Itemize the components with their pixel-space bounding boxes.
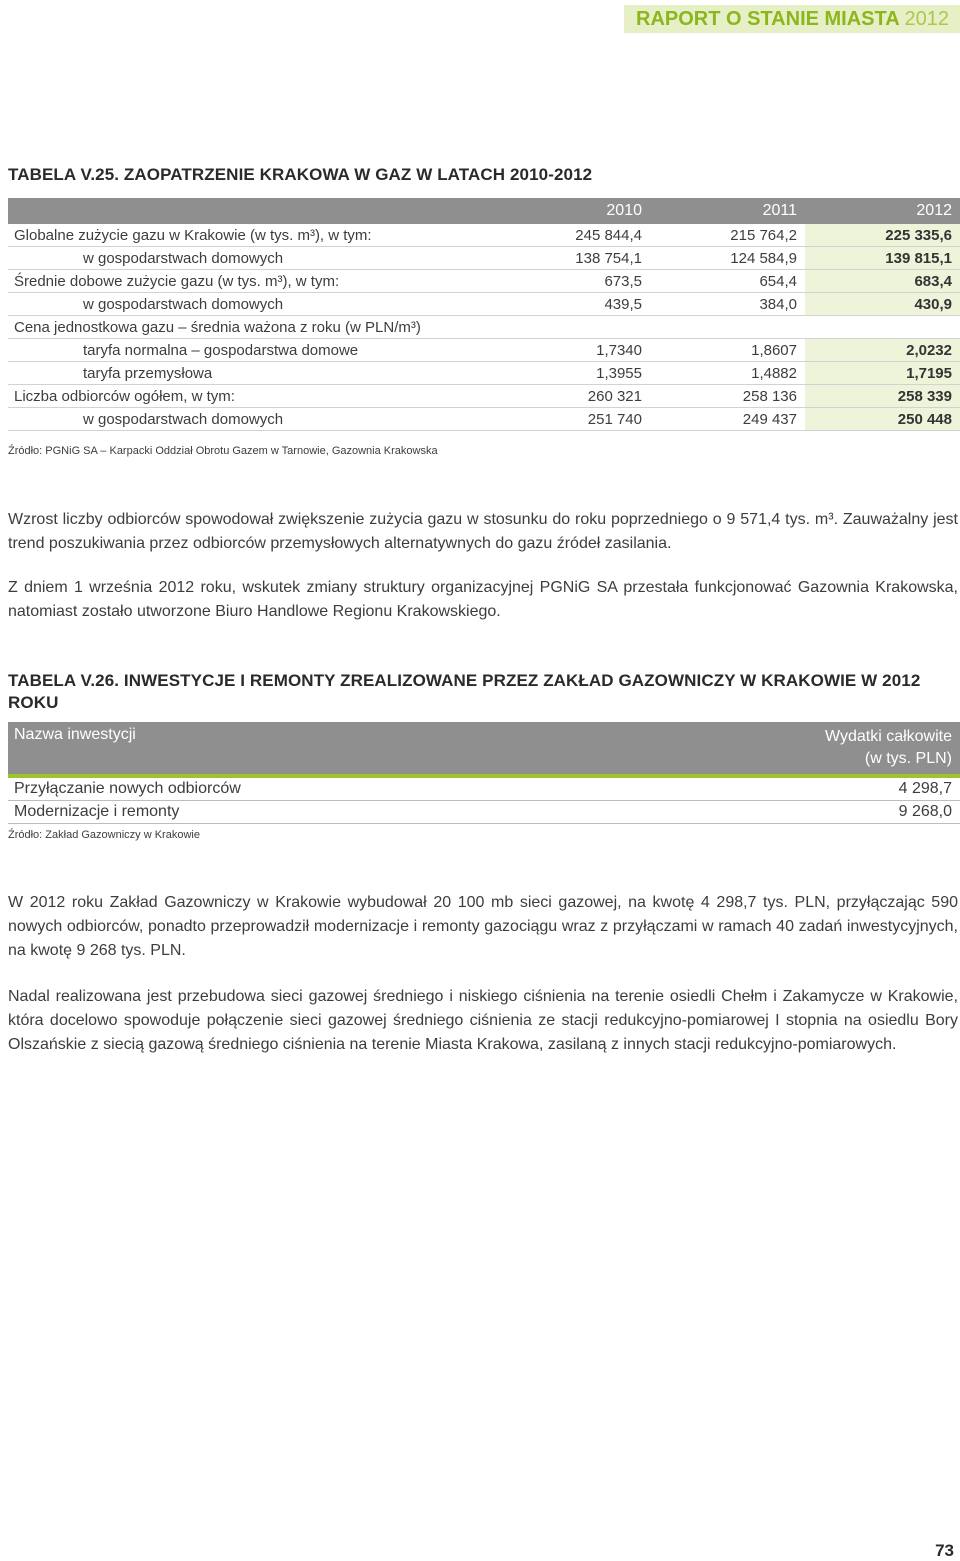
value-2010: 260 321 — [495, 385, 650, 408]
table-row — [8, 385, 960, 408]
gas-supply-table — [8, 198, 960, 431]
header-2010: 2010 — [495, 198, 650, 224]
table-25-source: Źródło: PGNiG SA – Karpacki Oddział Obrotu Gazem w Tarnowie, Gazownia Krakowska — [8, 445, 438, 457]
table-row — [8, 293, 960, 316]
value-2012: 250 448 — [805, 408, 960, 431]
paragraph-investments: W 2012 roku Zakład Gazowniczy w Krakowie wybudował 20 100 mb sieci gazowej, na kwotę 4 298,7 tys. PLN, przyłączając 590 nowych odbiorców, ponadto przeprowadził modernizacje i remonty gazociągu wraz z przyłączami w ramach 40 zadań inwestycyjnych, na kwotę 9 268 tys. PLN. — [8, 894, 958, 959]
row-label: w gospodarstwach domowych — [8, 408, 495, 431]
value-2010: 1,3955 — [495, 362, 650, 385]
page-number: 73 — [935, 1541, 954, 1560]
investment-name: Modernizacje i remonty — [8, 801, 611, 824]
value-2011: 215 764,2 — [650, 224, 805, 247]
paragraph-reorganization: Z dniem 1 września 2012 roku, wskutek zmiany struktury organizacyjnej PGNiG SA przestała funkcjonować Gazownia Krakowska, natomiast zostało utworzone Biuro Handlowe Regionu Krakowskiego. — [8, 579, 958, 620]
header-2011: 2011 — [650, 198, 805, 224]
row-label: Liczba odbiorców ogółem, w tym: — [8, 385, 495, 408]
row-label: Globalne zużycie gazu w Krakowie (w tys. m³), w tym: — [8, 224, 495, 247]
value-2010: 251 740 — [495, 408, 650, 431]
investment-cost: 9 268,0 — [611, 801, 960, 824]
header-total-cost-line2: (w tys. PLN) — [864, 750, 952, 767]
paragraph-reconstruction: Nadal realizowana jest przebudowa sieci gazowej średniego i niskiego ciśnienia na terenie osiedli Chełm i Zakamycze w Krakowie, która docelowo spowoduje połączenie sieci gazowej średniego ciśnienia ze stacji redukcyjno-pomiarowej I stopnia na osiedlu Bory Olszańskie z siecią gazową średniego ciśnienia na terenie Miasta Krakowa, zasilaną z innych stacji redukcyjno-pomiarowych. — [8, 988, 958, 1053]
investment-name: Przyłączanie nowych odbiorców — [8, 776, 611, 801]
value-2012: 139 815,1 — [805, 247, 960, 270]
row-label: w gospodarstwach domowych — [8, 293, 495, 316]
table-row — [8, 224, 960, 247]
table-26-source: Źródło: Zakład Gazowniczy w Krakowie — [8, 829, 200, 841]
table-header-row — [8, 722, 960, 776]
row-label: taryfa przemysłowa — [8, 362, 495, 385]
table-row — [8, 247, 960, 270]
header-total-cost-line1: Wydatki całkowite — [824, 728, 952, 745]
value-2012: 258 339 — [805, 385, 960, 408]
value-2011: 1,4882 — [650, 362, 805, 385]
value-2010: 439,5 — [495, 293, 650, 316]
table-26-title: TABELA V.26. INWESTYCJE I REMONTY ZREALIZOWANE PRZEZ ZAKŁAD GAZOWNICZY W KRAKOWIE W 2012 ROKU — [8, 671, 921, 712]
value-2012: 1,7195 — [805, 362, 960, 385]
header-label-cell — [8, 198, 495, 224]
investment-cost: 4 298,7 — [611, 776, 960, 801]
table-row — [8, 316, 960, 339]
table-row — [8, 408, 960, 431]
row-label: taryfa normalna – gospodarstwa domowe — [8, 339, 495, 362]
value-2010: 673,5 — [495, 270, 650, 293]
value-2011: 258 136 — [650, 385, 805, 408]
row-label: Cena jednostkowa gazu – średnia ważona z roku (w PLN/m³) — [8, 316, 960, 339]
table-row — [8, 801, 960, 824]
table-row — [8, 270, 960, 293]
investments-table — [8, 722, 960, 824]
header-2012: 2012 — [805, 198, 960, 224]
table-row — [8, 776, 960, 801]
value-2011: 249 437 — [650, 408, 805, 431]
header-investment-name: Nazwa inwestycji — [8, 722, 611, 776]
value-2011: 124 584,9 — [650, 247, 805, 270]
value-2012: 430,9 — [805, 293, 960, 316]
report-title: RAPORT O STANIE MIASTA — [636, 8, 899, 30]
row-label: Średnie dobowe zużycie gazu (w tys. m³), w tym: — [8, 270, 495, 293]
report-year: 2012 — [904, 8, 950, 30]
report-header — [624, 5, 960, 33]
value-2011: 654,4 — [650, 270, 805, 293]
paragraph-consumption: Wzrost liczby odbiorców spowodował zwiększenie zużycia gazu w stosunku do roku poprzedniego o 9 571,4 tys. m³. Zauważalny jest trend poszukiwania przez odbiorców przemysłowych alternatywnych do gazu źródeł zasilania. — [8, 511, 958, 552]
value-2012: 225 335,6 — [805, 224, 960, 247]
header-total-cost — [611, 722, 960, 776]
value-2012: 2,0232 — [805, 339, 960, 362]
value-2010: 1,7340 — [495, 339, 650, 362]
value-2010: 138 754,1 — [495, 247, 650, 270]
table-row — [8, 339, 960, 362]
value-2011: 1,8607 — [650, 339, 805, 362]
value-2011: 384,0 — [650, 293, 805, 316]
value-2012: 683,4 — [805, 270, 960, 293]
table-25-title: TABELA V.25. ZAOPATRZENIE KRAKOWA W GAZ W LATACH 2010-2012 — [8, 165, 593, 184]
row-label: w gospodarstwach domowych — [8, 247, 495, 270]
value-2010: 245 844,4 — [495, 224, 650, 247]
table-row — [8, 362, 960, 385]
table-header-row — [8, 198, 960, 224]
